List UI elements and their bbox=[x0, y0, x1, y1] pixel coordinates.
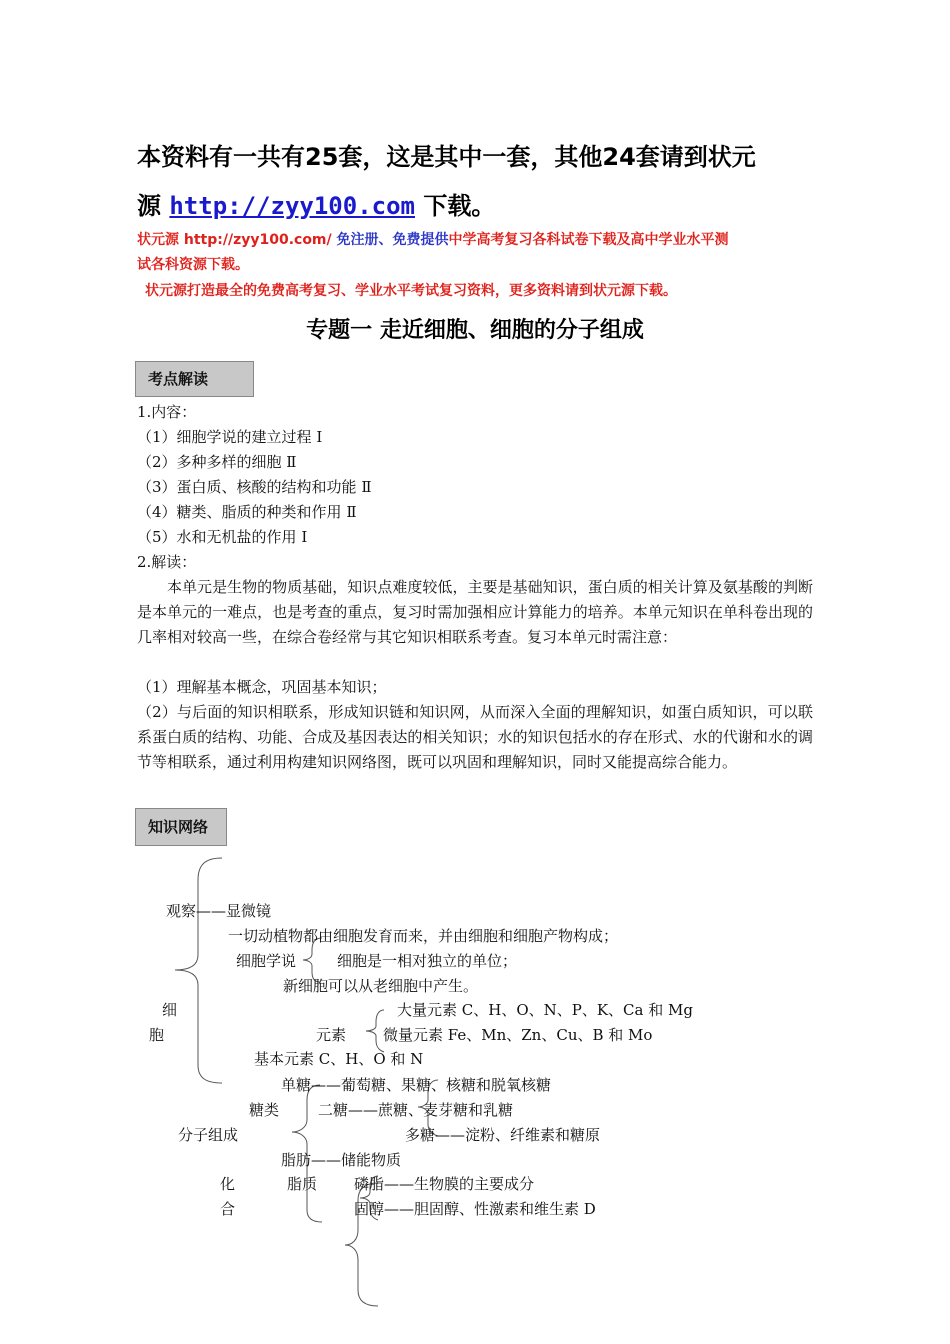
page-title: 专题一 走近细胞、细胞的分子组成 bbox=[306, 318, 644, 343]
notice-line-3: 状元源打造最全的免费高考复习、学业水平考试复习资料，更多资料请到状元源下载。 bbox=[145, 283, 677, 299]
net-observe: 观察——显微镜 bbox=[166, 902, 272, 920]
net-theory-label: 细胞学说 bbox=[236, 952, 297, 970]
section-label-exam-points: 考点解读 bbox=[135, 361, 254, 397]
interp-heading: 2.解读： bbox=[137, 553, 197, 571]
interp-point-2: （2）与后面的知识相联系，形成知识链和知识网，从而深入全面的理解知识，如蛋白质知识，可以联系蛋白质的结构、功能、合成及基因表达的相关知识；水的知识包括水的存在形式、水的代谢和水的调节等相联系，通过利用构建知识网络图，既可以巩固和理解知识，同时又能提高综合能力。 bbox=[137, 703, 813, 771]
content-item-1: （1）细胞学说的建立过程 Ⅰ bbox=[137, 428, 323, 446]
bracket-element bbox=[366, 1010, 384, 1052]
header-text-1: 本资料有一共有25套，这是其中一套，其他24套请到状元 bbox=[137, 143, 756, 171]
net-theory-3: 新细胞可以从老细胞中产生。 bbox=[283, 977, 479, 995]
content-item-4: （4）糖类、脂质的种类和作用 Ⅱ bbox=[137, 503, 357, 521]
net-sugar-label: 糖类 bbox=[249, 1101, 280, 1119]
net-theory-2: 细胞是一相对独立的单位； bbox=[337, 952, 518, 970]
content-item-2: （2）多种多样的细胞 Ⅱ bbox=[137, 453, 297, 471]
download-link[interactable]: http://zyy100.com bbox=[169, 192, 415, 220]
net-element-label: 元素 bbox=[316, 1026, 347, 1044]
content-item-5: （5）水和无机盐的作用 Ⅰ bbox=[137, 528, 308, 546]
net-he: 合 bbox=[220, 1200, 236, 1218]
net-basic: 基本元素 C、H、O 和 N bbox=[254, 1050, 424, 1068]
section-label-knowledge-network: 知识网络 bbox=[135, 808, 227, 846]
net-mono: 单糖——葡萄糖、果糖、核糖和脱氧核糖 bbox=[281, 1076, 552, 1094]
net-di: 二糖——蔗糖、麦芽糖和乳糖 bbox=[318, 1101, 514, 1119]
content-heading: 1.内容： bbox=[137, 403, 197, 421]
net-sterol: 固醇——胆固醇、性激素和维生素 D bbox=[354, 1200, 596, 1218]
notice-free: 免注册、免费提供 bbox=[336, 232, 449, 248]
header-prefix: 源 bbox=[137, 192, 161, 220]
notice-site: 状元源 http://zyy100.com/ bbox=[137, 232, 332, 248]
content-item-3: （3）蛋白质、核酸的结构和功能 Ⅱ bbox=[137, 478, 372, 496]
net-fat: 脂肪——储能物质 bbox=[281, 1151, 402, 1169]
header-suffix: 下载。 bbox=[423, 192, 496, 220]
net-micro: 微量元素 Fe、Mn、Zn、Cu、B 和 Mo bbox=[383, 1026, 653, 1044]
net-lipid-label: 脂质 bbox=[287, 1175, 318, 1193]
interp-paragraph: 本单元是生物的物质基础，知识点难度较低，主要是基础知识，蛋白质的相关计算及氨基酸的判断是本单元的一难点，也是考查的重点，复习时需加强相应计算能力的培养。本单元知识在单科卷出现的几率相对较高一些，在综合卷经常与其它知识相联系考查。复习本单元时需注意： bbox=[137, 578, 813, 646]
net-cell-2: 胞 bbox=[149, 1026, 165, 1044]
net-molecule-label: 分子组成 bbox=[178, 1126, 239, 1144]
net-poly: 多糖——淀粉、纤维素和糖原 bbox=[405, 1126, 601, 1144]
net-phospho: 磷脂——生物膜的主要成分 bbox=[354, 1175, 535, 1193]
net-theory-1: 一切动植物都由细胞发育而来，并由细胞和细胞产物构成； bbox=[228, 927, 619, 945]
net-hua: 化 bbox=[220, 1175, 236, 1193]
notice-desc: 中学高考复习各科试卷下载及高中学业水平测 bbox=[448, 232, 729, 248]
net-macro: 大量元素 C、H、O、N、P、K、Ca 和 Mg bbox=[397, 1001, 693, 1019]
bracket-cell bbox=[175, 858, 222, 1083]
notice-line-2: 试各科资源下载。 bbox=[137, 257, 249, 273]
interp-point-1: （1）理解基本概念，巩固基本知识； bbox=[137, 678, 387, 696]
net-cell-1: 细 bbox=[162, 1001, 178, 1019]
